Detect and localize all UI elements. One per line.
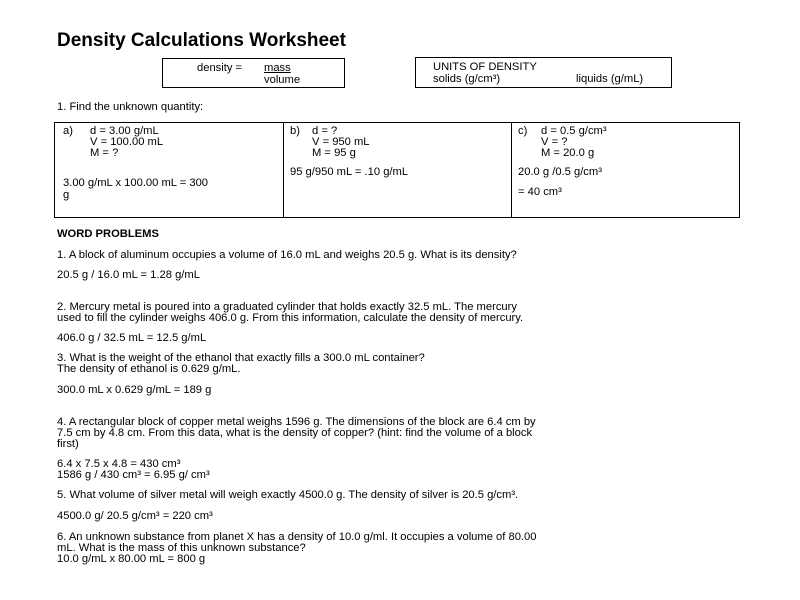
- problem-5-answer: 4500.0 g/ 20.5 g/cm³ = 220 cm³: [57, 510, 213, 522]
- problem-4-question-line3: first): [57, 438, 79, 450]
- cell-b-letter: b): [290, 125, 300, 137]
- question-1-prompt: 1. Find the unknown quantity:: [57, 101, 204, 113]
- problem-3-answer: 300.0 mL x 0.629 g/mL = 189 g: [57, 384, 212, 396]
- cell-c-line3: M = 20.0 g: [541, 147, 595, 159]
- cell-c-line1: d = 0.5 g/cm³: [541, 125, 607, 137]
- problem-6-answer: 10.0 g/mL x 80.00 mL = 800 g: [57, 553, 206, 565]
- units-solids: solids (g/cm³): [433, 73, 501, 85]
- cell-a-line3: M = ?: [90, 147, 119, 159]
- problem-6-question-line2: mL. What is the mass of this unknown substance?: [57, 542, 306, 554]
- problem-6-question-line1: 6. An unknown substance from planet X has a density of 10.0 g/ml. It occupies a volume of 80.00: [57, 531, 537, 543]
- cell-a-answer2: g: [63, 189, 70, 201]
- formula-left: density =: [197, 62, 243, 74]
- cell-a: [55, 123, 284, 217]
- cell-b-line3: M = 95 g: [312, 147, 356, 159]
- problem-4-answer-line2: 1586 g / 430 cm³ = 6.95 g/ cm³: [57, 469, 210, 481]
- formula-denominator: volume: [264, 74, 301, 86]
- problem-5-question: 5. What volume of silver metal will weigh exactly 4500.0 g. The density of silver is 20.5 g/cm³.: [57, 489, 519, 501]
- units-liquids: liquids (g/mL): [576, 73, 644, 85]
- cell-c-letter: c): [518, 125, 528, 137]
- density-formula-box: [162, 58, 345, 88]
- problem-4-question-line2: 7.5 cm by 4.8 cm. From this data, what is the density of copper? (hint: find the volume of a block: [57, 427, 533, 439]
- problem-2-question-line1: 2. Mercury metal is poured into a graduated cylinder that holds exactly 32.5 mL. The mercury: [57, 301, 517, 313]
- page-title: Density Calculations Worksheet: [57, 30, 346, 51]
- question-1-table: [54, 122, 740, 218]
- cell-b-line2: V = 950 mL: [312, 136, 370, 148]
- cell-b: [284, 123, 512, 217]
- cell-c: [512, 123, 739, 217]
- cell-b-line1: d = ?: [312, 125, 338, 137]
- word-problems-heading: WORD PROBLEMS: [57, 228, 159, 240]
- problem-1-answer: 20.5 g / 16.0 mL = 1.28 g/mL: [57, 269, 200, 281]
- cell-c-answer2: = 40 cm³: [518, 186, 562, 198]
- problem-2-question-line2: used to fill the cylinder weighs 406.0 g. From this information, calculate the density of mercury.: [57, 312, 524, 324]
- cell-a-line2: V = 100.00 mL: [90, 136, 164, 148]
- problem-3-question-line1: 3. What is the weight of the ethanol that exactly fills a 300.0 mL container?: [57, 352, 425, 364]
- formula-numerator: mass: [264, 62, 291, 74]
- units-heading: UNITS OF DENSITY: [433, 61, 537, 73]
- problem-4-question-line1: 4. A rectangular block of copper metal weighs 1596 g. The dimensions of the block are 6.4 cm by: [57, 416, 536, 428]
- problem-4-answer-line1: 6.4 x 7.5 x 4.8 = 430 cm³: [57, 458, 181, 470]
- cell-c-answer1: 20.0 g /0.5 g/cm³: [518, 166, 602, 178]
- cell-b-answer1: 95 g/950 mL = .10 g/mL: [290, 166, 409, 178]
- problem-2-answer: 406.0 g / 32.5 mL = 12.5 g/mL: [57, 332, 207, 344]
- problem-1-question: 1. A block of aluminum occupies a volume of 16.0 mL and weighs 20.5 g. What is its density?: [57, 249, 517, 261]
- problem-3-question-line2: The density of ethanol is 0.629 g/mL.: [57, 363, 241, 375]
- units-of-density-box: [415, 57, 672, 88]
- cell-c-line2: V = ?: [541, 136, 568, 148]
- cell-a-answer1: 3.00 g/mL x 100.00 mL = 300: [63, 177, 209, 189]
- cell-a-line1: d = 3.00 g/mL: [90, 125, 159, 137]
- cell-a-letter: a): [63, 125, 73, 137]
